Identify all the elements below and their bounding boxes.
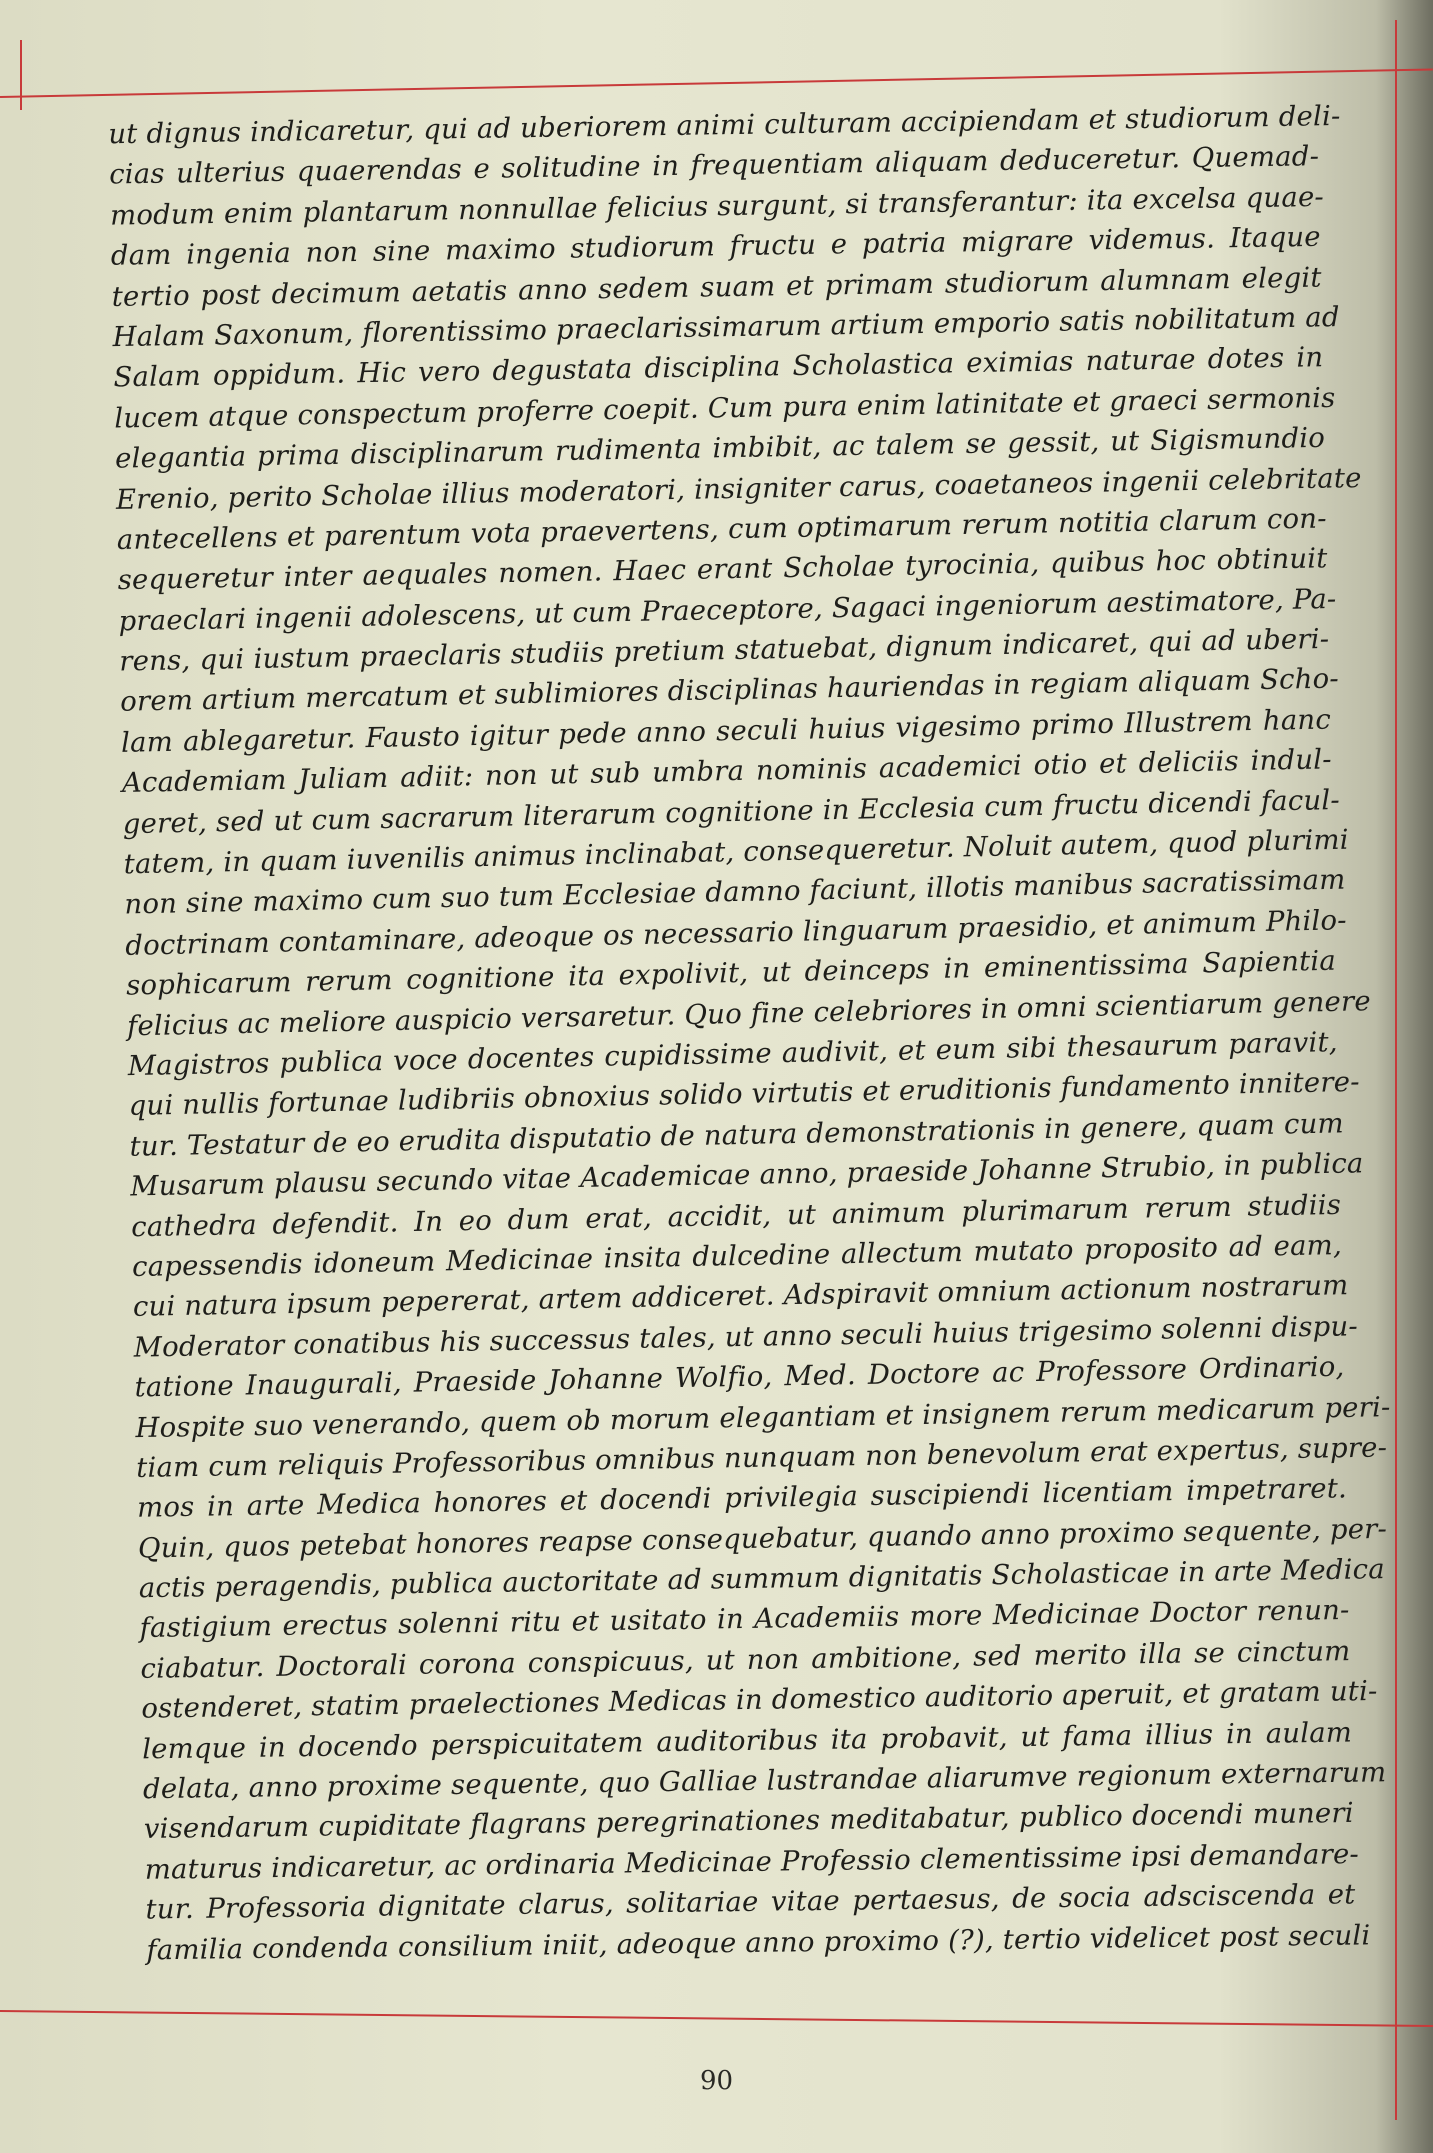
text-line: tur. Professoria dignitate clarus, solitariae vitae pertaesus, de socia adsciscenda et [145, 1878, 1356, 1926]
text-line: doctrinam contaminare, adeoque os necessario linguarum praesidio, et animum Philo- [125, 904, 1348, 962]
text-line: actis peragendis, publica auctoritate ad summum dignitatis Scholasticae in arte Medica [138, 1553, 1386, 1605]
text-line: lam ablegaretur. Fausto igitur pede anno seculi huius vigesimo primo Illustrem hanc [120, 703, 1332, 759]
text-line: rens, qui iustum praeclaris studiis pretium statuebat, dignum indicaret, qui ad uberi- [119, 622, 1330, 678]
page-number: 90 [699, 2066, 734, 2096]
text-line: Moderator conatibus his successus tales, ut anno seculi huius trigesimo solenni dispu- [133, 1309, 1359, 1364]
text-line: orem artium mercatum et sublimiores disciplinas hauriendas in regiam aliquam Scho- [119, 663, 1340, 719]
right-red-rule [1395, 20, 1397, 2120]
text-line: qui nullis fortunae ludibriis obnoxius solido virtutis et eruditionis fundamento innitere- [128, 1066, 1360, 1123]
text-line: antecellens et parentum vota praevertens, cum optimarum rerum notitia clarum con- [116, 502, 1327, 556]
text-line: sequeretur inter aequales nomen. Haec erant Scholae tyrocinia, quibus hoc obtinuit [117, 542, 1328, 597]
text-line: ut dignus indicaretur, qui ad uberiorem animi culturam accipiendam et studiorum deli- [108, 100, 1341, 151]
text-line: ciabatur. Doctorali corona conspicuus, ut non ambitione, sed merito illa se cinctum [140, 1634, 1351, 1685]
body-text [108, 93, 1391, 1976]
text-line: Quin, quos petebat honores reapse consequebatur, quando anno proximo sequente, per- [137, 1512, 1388, 1565]
text-line: cathedra defendit. In eo dum erat, accidit, ut animum plurimarum rerum studiis [130, 1188, 1342, 1243]
text-line: Magistros publica voce docentes cupidissime audivit, et eum sibi thesaurum paravit, [127, 1026, 1338, 1083]
text-line: tur. Testatur de eo erudita disputatio de natura demonstrationis in genere, quam cum [129, 1107, 1345, 1163]
text-line: Academiam Juliam adiit: non ut sub umbra nominis academici otio et deliciis indul- [121, 743, 1333, 800]
text-line: Salam oppidum. Hic vero degustata disciplina Scholastica eximias naturae dotes in [113, 341, 1324, 394]
text-line: Halam Saxonum, florentissimo praeclarissimarum artium emporio satis nobilitatum ad [112, 301, 1340, 354]
text-line: Musarum plausu secundo vitae Academicae anno, praeside Johanne Strubio, in publica [130, 1147, 1364, 1203]
text-line: cias ulterius quaerendas e solitudine in frequentiam aliquam deduceretur. Quemad- [108, 140, 1320, 191]
text-line: sophicarum rerum cognitione ita expolivit, ut deinceps in eminentissima Sapientia [125, 944, 1337, 1002]
text-line: Hospite suo venerando, quem ob morum elegantiam et insignem rerum medicarum peri- [135, 1390, 1391, 1444]
text-line: elegantia prima disciplinarum rudimenta imbibit, ac talem se gessit, ut Sigismundio [114, 421, 1326, 475]
text-line: capessendis idoneum Medicinae insita dulcedine allectum mutato proposito ad eam, [131, 1229, 1343, 1283]
text-line: cui natura ipsum pepererat, artem addiceret. Adspiravit omnium actionum nostrarum [132, 1269, 1349, 1324]
text-line: visendarum cupiditate flagrans peregrinationes meditabatur, publico docendi muneri [143, 1797, 1354, 1846]
text-line: tertio post decimum aetatis anno sedem suam et primam studiorum alumnam elegit [111, 261, 1322, 313]
text-line: geret, sed ut cum sacrarum literarum cognitione in Ecclesia cum fructu dicendi facul- [122, 783, 1341, 840]
top-red-rule [0, 68, 1433, 98]
text-line: mos in arte Medica honores et docendi privilegia suscipiendi licentiam impetraret. [136, 1472, 1348, 1525]
text-line: felicius ac meliore auspicio versaretur. Quo fine celebriores in omni scientiarum genere [126, 984, 1372, 1042]
text-line: lucem atque conspectum proferre coepit. Cum pura enim latinitate et graeci sermonis [114, 381, 1336, 435]
text-line: tatem, in quam iuvenilis animus inclinabat, consequeretur. Noluit autem, quod plurimi [123, 823, 1350, 881]
text-line: familia condenda consilium iniit, adeoque anno proximo (?), tertio videlicet post seculi [146, 1918, 1371, 1966]
bottom-red-rule [0, 2010, 1433, 2027]
text-line: fastigium erectus solenni ritu et usitato in Academiis more Medicinae Doctor renun- [139, 1594, 1350, 1645]
text-line: lemque in docendo perspicuitatem auditoribus ita probavit, ut fama illius in aulam [141, 1716, 1353, 1766]
text-line: Erenio, perito Scholae illius moderatori, insigniter carus, coaetaneos ingenii celebritate [115, 461, 1362, 516]
text-line: modum enim plantarum nonnullae felicius surgunt, si transferantur: ita excelsa quae- [109, 180, 1325, 232]
left-red-rule [20, 40, 22, 110]
text-line: non sine maximo cum suo tum Ecclesiae damno faciunt, illotis manibus sacratissimam [124, 863, 1346, 921]
text-line: tiam cum reliquis Professoribus omnibus nunquam non benevolum erat expertus, supre- [136, 1431, 1388, 1484]
text-line: ostenderet, statim praelectiones Medicas in domestico auditorio aperuit, et gratam uti- [141, 1675, 1378, 1725]
text-line: dam ingenia non sine maximo studiorum fructu e patria migrare videmus. Itaque [110, 220, 1322, 272]
text-line: tatione Inaugurali, Praeside Johanne Wolfio, Med. Doctore ac Professore Ordinario, [134, 1350, 1345, 1404]
text-line: praeclari ingenii adolescens, ut cum Praeceptore, Sagaci ingeniorum aestimatore, Pa- [118, 582, 1337, 638]
text-line: delata, anno proxime sequente, quo Galliae lustrandae aliarumve regionum externarum [142, 1756, 1387, 1806]
text-line: maturus indicaretur, ac ordinaria Medicinae Professio clementissime ipsi demandare- [144, 1837, 1360, 1886]
